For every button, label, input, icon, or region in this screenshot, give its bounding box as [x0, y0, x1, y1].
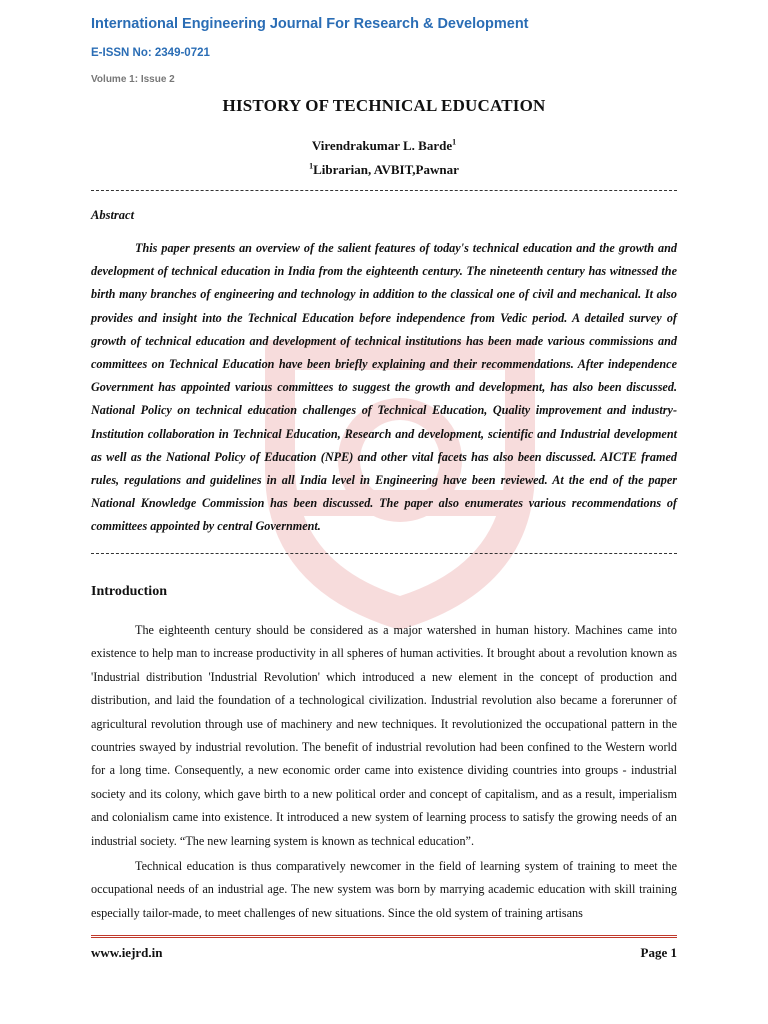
author-line — [0, 138, 768, 154]
volume-issue: Volume 1: Issue 2 — [91, 74, 175, 85]
introduction-paragraph-1: The eighteenth century should be considered as a major watershed in human history. Machines came into existence to help man to increase productivity in all spheres of human activities. It brought about a revolution known as 'Industrial distribution 'Industrial Revolution' which introduced a new element in the concept of production and distribution, and laid the foundation of a technological civilization. Industrial revolution also became a forerunner of agricultural revolution through use of machinery and new techniques. It revolutionized the occupational pattern in the countries swayed by industrial revolution. The benefit of industrial revolution had been confined to the Western world for a long time. Consequently, a new economic order came into existence dividing countries into groups - industrial society and its colony, which gave birth to a new political order and concept of capitalism, and as a result, imperialism and colonialism came into existence. It introduced a new system of learning process to satisfy the growing needs of an industrial society. “The new learning system is known as technical education”. — [91, 623, 677, 848]
author-name: Virendrakumar L. Barde — [311, 138, 453, 153]
affiliation-superscript: 1 — [309, 161, 314, 171]
journal-name: International Engineering Journal For Research & Development — [91, 16, 529, 32]
affiliation-text: Librarian, AVBIT,Pawnar — [313, 162, 459, 177]
abstract-heading: Abstract — [91, 208, 135, 222]
introduction-heading: Introduction — [91, 584, 167, 599]
affiliation-line — [0, 162, 768, 178]
author-superscript: 1 — [452, 137, 457, 147]
paper-title: HISTORY OF TECHNICAL EDUCATION — [222, 96, 546, 115]
footer-website-link[interactable]: www.iejrd.in — [91, 945, 163, 960]
footer-rule — [91, 935, 677, 938]
bottom-separator-rule — [91, 553, 677, 554]
footer-page-number: Page 1 — [640, 945, 677, 960]
introduction-paragraph-2: Technical education is thus comparatively newcomer in the field of learning system of training to meet the occupational needs of an industrial age. The new system was born by marrying academic education with skill training especially tailor-made, to meet challenges of new situations. Since the old system of training artisans — [91, 859, 677, 920]
top-separator-rule — [91, 190, 677, 191]
issn-number: E-ISSN No: 2349-0721 — [91, 47, 210, 59]
abstract-body: This paper presents an overview of the salient features of today's technical education and the growth and development of technical education in India from the eighteenth century. The nineteenth century has witnessed the birth many branches of engineering and technology in addition to the classical one of civil and mechanical. It also provides and insight into the Technical Education before independence from Vedic period. A detailed survey of growth of technical education and development of technical institutions has been made various commissions and committees on Technical Education have been briefly explaining and their recommendations. After independence Government has appointed various committees to suggest the growth and development, has also been discussed. National Policy on technical education challenges of Technical Education, Quality improvement and industry-Institution collaboration in Technical Education, Research and development, scientific and Industrial development as well as the National Policy of Education (NPE) and other vital facets has also been discussed. AICTE framed rules, regulations and guidelines in all India level in Engineering have been reviewed. At the end of the paper National Knowledge Commission has been discussed. The paper also enumerates various recommendations of committees appointed by central Government. — [91, 241, 677, 534]
